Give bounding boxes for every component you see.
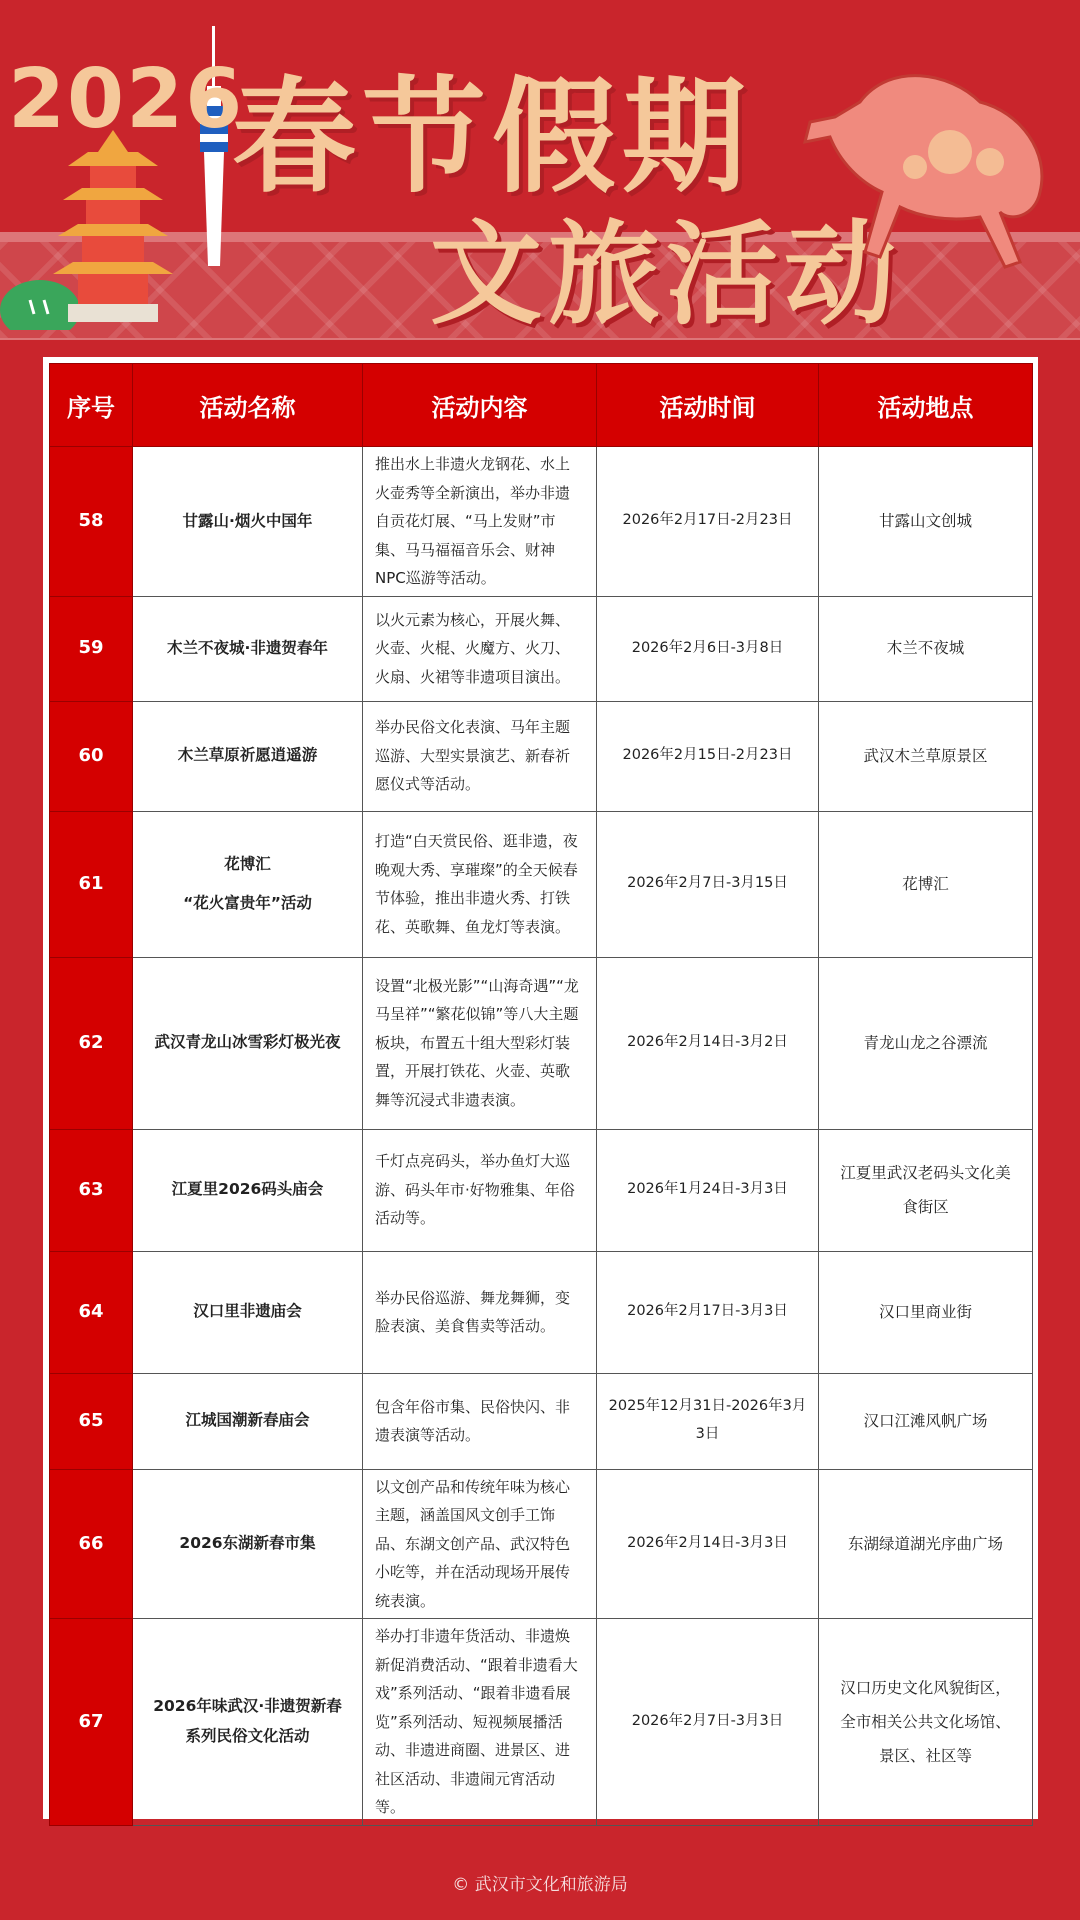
banner-title-line2: 文旅活动 [430,210,902,340]
activity-content: 千灯点亮码头，举办鱼灯大巡游、码头年市·好物雅集、年俗活动等。 [363,1129,597,1251]
activity-time: 2026年2月6日-3月8日 [597,596,819,701]
activity-table [49,363,1033,1826]
column-header-name: 活动名称 [133,364,363,447]
table-row [50,1373,1033,1469]
activity-name: 江城国潮新春庙会 [133,1373,363,1469]
column-header-content: 活动内容 [363,364,597,447]
activity-time: 2026年2月7日-3月15日 [597,811,819,957]
activity-time: 2025年12月31日-2026年3月3日 [597,1373,819,1469]
activity-table-panel [43,357,1038,1819]
activity-time: 2026年2月17日-2月23日 [597,447,819,597]
table-row [50,1469,1033,1619]
table-row [50,596,1033,701]
activity-name: 木兰草原祈愿逍遥游 [133,701,363,811]
activity-content: 举办民俗文化表演、马年主题巡游、大型实景演艺、新春祈愿仪式等活动。 [363,701,597,811]
yellow-crane-tower-illustration [48,124,178,324]
table-row [50,1129,1033,1251]
activity-name: 甘露山·烟火中国年 [133,447,363,597]
activity-content: 以火元素为核心，开展火舞、火壶、火棍、火魔方、火刀、火扇、火裙等非遗项目演出。 [363,596,597,701]
column-header-time: 活动时间 [597,364,819,447]
table-header-row [50,364,1033,447]
row-number: 63 [50,1129,133,1251]
table-row [50,957,1033,1129]
activity-name-line2: “花火富贵年”活动 [183,894,312,912]
header-banner [0,0,1080,340]
row-number: 67 [50,1619,133,1826]
banner-year: 2026 [8,52,245,147]
activity-time: 2026年1月24日-3月3日 [597,1129,819,1251]
activity-name-line1: 2026年味武汉·非遗贺新春 [153,1697,342,1716]
activity-place: 汉口历史文化风貌街区，全市相关公共文化场馆、景区、社区等 [819,1619,1033,1826]
activity-name: 武汉青龙山冰雪彩灯极光夜 [133,957,363,1129]
activity-name [133,1619,363,1826]
table-row [50,1619,1033,1826]
activity-content: 推出水上非遗火龙钢花、水上火壶秀等全新演出，举办非遗自贡花灯展、“马上发财”市集、马马福福音乐会、财神NPC巡游等活动。 [363,447,597,597]
row-number: 62 [50,957,133,1129]
table-row [50,701,1033,811]
activity-name-line2: 系列民俗文化活动 [185,1726,310,1745]
activity-place: 东湖绿道湖光序曲广场 [819,1469,1033,1619]
activity-content: 设置“北极光影”“山海奇遇”“龙马呈祥”“繁花似锦”等八大主题板块，布置五十组大型彩灯装置，开展打铁花、火壶、英歌舞等沉浸式非遗表演。 [363,957,597,1129]
row-number: 66 [50,1469,133,1619]
column-header-place: 活动地点 [819,364,1033,447]
activity-place: 汉口里商业街 [819,1251,1033,1373]
activity-content: 打造“白天赏民俗、逛非遗，夜晚观大秀、享璀璨”的全天候春节体验，推出非遗火秀、打铁花、英歌舞、鱼龙灯等表演。 [363,811,597,957]
activity-content: 包含年俗市集、民俗快闪、非遗表演等活动。 [363,1373,597,1469]
activity-time: 2026年2月15日-2月23日 [597,701,819,811]
row-number: 58 [50,447,133,597]
activity-content: 举办民俗巡游、舞龙舞狮，变脸表演、美食售卖等活动。 [363,1251,597,1373]
horse-illustration [800,42,1080,272]
activity-time: 2026年2月17日-3月3日 [597,1251,819,1373]
table-row [50,811,1033,957]
activity-place: 武汉木兰草原景区 [819,701,1033,811]
activity-name [133,811,363,957]
activity-place: 甘露山文创城 [819,447,1033,597]
row-number: 64 [50,1251,133,1373]
activity-name: 木兰不夜城·非遗贺春年 [133,596,363,701]
activity-content: 以文创产品和传统年味为核心主题，涵盖国风文创手工饰品、东湖文创产品、武汉特色小吃等，并在活动现场开展传统表演。 [363,1469,597,1619]
banner-title-line1: 春节假期 [232,66,753,210]
column-header-number: 序号 [50,364,133,447]
activity-time: 2026年2月14日-3月3日 [597,1469,819,1619]
activity-place: 汉口江滩风帆广场 [819,1373,1033,1469]
activity-place: 木兰不夜城 [819,596,1033,701]
activity-name: 汉口里非遗庙会 [133,1251,363,1373]
table-row [50,447,1033,597]
table-row [50,1251,1033,1373]
activity-name-line1: 花博汇 [224,854,271,873]
activity-name: 江夏里2026码头庙会 [133,1129,363,1251]
activity-time: 2026年2月7日-3月3日 [597,1619,819,1826]
row-number: 65 [50,1373,133,1469]
activity-name: 2026东湖新春市集 [133,1469,363,1619]
copyright-footer: © 武汉市文化和旅游局 [452,1875,628,1895]
row-number: 61 [50,811,133,957]
row-number: 59 [50,596,133,701]
activity-place: 花博汇 [819,811,1033,957]
row-number: 60 [50,701,133,811]
activity-time: 2026年2月14日-3月2日 [597,957,819,1129]
activity-content: 举办打非遗年货活动、非遗焕新促消费活动、“跟着非遗看大戏”系列活动、“跟着非遗看展览”系列活动、短视频展播活动、非遗进商圈、进景区、进社区活动、非遗闹元宵活动等。 [363,1619,597,1826]
activity-place: 江夏里武汉老码头文化美食街区 [819,1129,1033,1251]
activity-place: 青龙山龙之谷漂流 [819,957,1033,1129]
